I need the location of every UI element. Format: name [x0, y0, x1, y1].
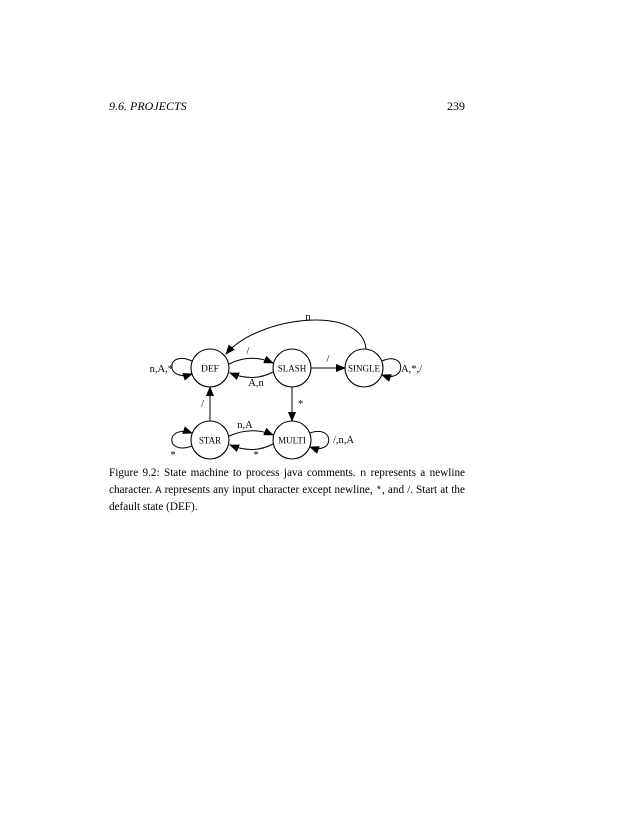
edge-slash-to-def-label: A,n — [248, 378, 264, 389]
edge-star-self-loop — [170, 431, 192, 461]
edge-star-self-label: * — [170, 450, 176, 461]
state-slash-label: SLASH — [277, 363, 307, 374]
state-star — [191, 421, 229, 459]
state-def-label: DEF — [201, 364, 219, 375]
state-single-label: SINGLE — [348, 363, 380, 374]
page-number: 239 — [447, 99, 465, 113]
edge-star-to-def — [201, 387, 210, 421]
edge-slash-to-def — [230, 372, 273, 389]
edge-multi-self-label: /,n,A — [333, 435, 354, 446]
caption-code-n: n — [359, 468, 367, 480]
edge-def-to-slash — [229, 346, 273, 364]
caption-part3: represents any input character except newline, — [164, 484, 373, 496]
edge-single-self-label: A,*,/ — [401, 364, 422, 375]
state-multi-label: MULTI — [278, 435, 306, 446]
edge-slash-to-single-label: / — [326, 354, 330, 365]
running-header-section: 9.6. PROJECTS — [109, 99, 187, 113]
state-star-label: STAR — [198, 435, 222, 446]
edge-multi-to-star — [230, 444, 273, 461]
edge-single-self-loop — [382, 359, 422, 377]
state-single — [345, 349, 383, 387]
edge-def-self-label: n,A,* — [149, 364, 173, 375]
caption-part4: , and /. Start at the default state (DEF). — [109, 484, 465, 513]
edge-star-to-def-label: / — [201, 399, 204, 410]
edge-slash-to-multi — [292, 387, 303, 421]
figure-caption — [109, 465, 465, 515]
edge-def-self-loop — [150, 358, 192, 375]
edge-star-to-multi-label: n,A — [237, 420, 253, 431]
caption-code-a: A — [155, 485, 162, 497]
caption-part1: Figure 9.2: State machine to process java comments. — [109, 467, 356, 479]
edge-slash-to-multi-label: * — [298, 399, 304, 410]
caption-part2: represents a newline character. — [109, 467, 466, 496]
state-def — [191, 349, 229, 387]
edge-multi-self-loop — [310, 431, 354, 448]
edge-slash-to-single — [311, 354, 345, 368]
edge-multi-to-star-label: * — [253, 450, 259, 461]
edge-single-to-def-label: n — [305, 312, 311, 323]
edge-def-to-slash-label: / — [246, 346, 250, 357]
state-multi — [273, 421, 311, 459]
caption-code-star: * — [375, 485, 383, 497]
edge-star-to-multi — [229, 420, 273, 436]
state-slash — [273, 349, 311, 387]
